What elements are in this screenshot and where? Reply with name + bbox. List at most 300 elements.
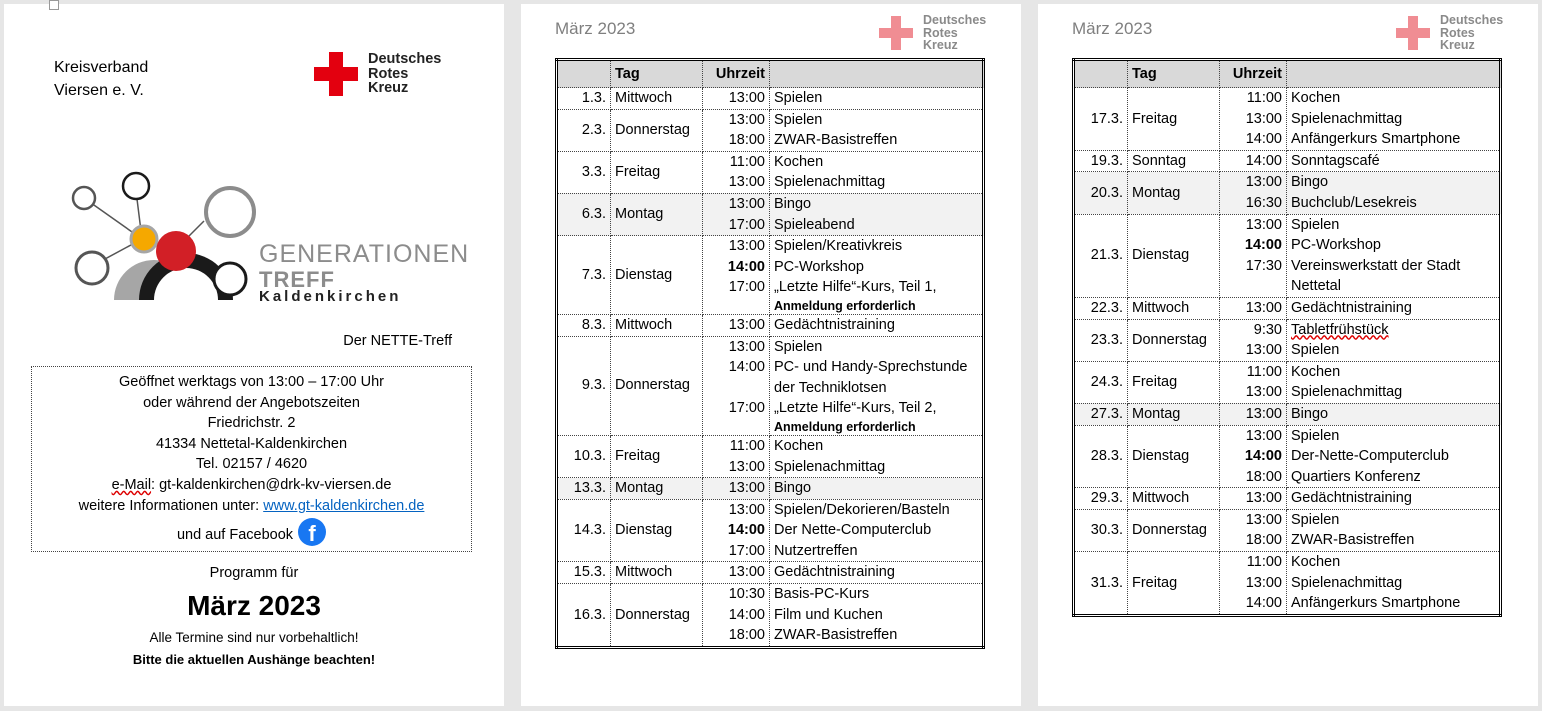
table-header-row (557, 60, 984, 88)
nette-treff-label: Der NETTE-Treff (343, 333, 452, 349)
row-times (703, 88, 770, 110)
activity-text: Gedächtnistraining (1291, 299, 1412, 316)
row-activities (770, 336, 984, 435)
facebook-line (32, 518, 471, 546)
activity-entry (774, 130, 978, 151)
drk-logo (314, 52, 441, 96)
time-entry: 17:00 (728, 279, 765, 296)
row-day: Freitag (611, 435, 703, 477)
email-line (32, 475, 471, 496)
table-row (557, 562, 984, 584)
logo-generationen-text: GENERATIONEN (259, 240, 470, 268)
time-entry: 14:00 (1245, 152, 1282, 169)
row-date: 6.3. (557, 193, 611, 235)
activity-text: Spieleabend (774, 216, 855, 233)
header-time: Uhrzeit (1220, 60, 1287, 88)
activity-text: Vereinswerkstatt der Stadt (1291, 257, 1461, 274)
activity-entry (774, 625, 978, 646)
table-row (1074, 150, 1501, 172)
activity-entry (1291, 510, 1495, 531)
activity-entry (1291, 256, 1495, 277)
activity-entry (774, 541, 978, 562)
facebook-label: und auf Facebook (176, 527, 294, 544)
time-entry: 16:30 (1245, 194, 1282, 211)
row-date: 1.3. (557, 88, 611, 110)
row-times (1220, 319, 1287, 361)
table-row (1074, 297, 1501, 319)
kreisverband-text (54, 56, 148, 102)
table-row (557, 478, 984, 500)
row-activities (770, 499, 984, 562)
row-date: 28.3. (1074, 425, 1128, 488)
activity-text: Nutzertreffen (774, 542, 858, 559)
activity-text: Spielen (1291, 216, 1340, 233)
table-row (557, 314, 984, 336)
row-times (1220, 172, 1287, 214)
header-day: Tag (1128, 60, 1220, 88)
time-entry: 13:00 (728, 316, 765, 333)
activity-text: Anmeldung erforderlich (774, 419, 916, 434)
row-times (703, 435, 770, 477)
activity-entry (774, 398, 978, 419)
time-entry: 13:00 (1245, 405, 1282, 422)
row-day: Donnerstag (1128, 319, 1220, 361)
table-row (557, 336, 984, 435)
time-entry: 13:00 (728, 195, 765, 212)
header-time: Uhrzeit (703, 60, 770, 88)
activity-text: Bingo (774, 480, 812, 497)
schedule-page-1 (521, 4, 1021, 706)
time-entry: 18:00 (1245, 468, 1282, 485)
row-day: Montag (611, 193, 703, 235)
activity-entry (774, 457, 978, 478)
time-entry: 9:30 (1253, 321, 1282, 338)
row-activities (1287, 172, 1501, 214)
time-entry: 13:00 (728, 111, 765, 128)
header-activity (770, 60, 984, 88)
activity-entry (774, 277, 978, 298)
time-entry: 11:00 (729, 437, 765, 454)
activity-entry (1291, 340, 1495, 361)
drk-line-2: Rotes (923, 25, 958, 40)
row-day: Dienstag (611, 499, 703, 562)
activity-text: „Letzte Hilfe“-Kurs, Teil 1, (774, 279, 937, 296)
row-date: 22.3. (1074, 297, 1128, 319)
activity-entry (774, 88, 978, 109)
activity-text: Gedächtnistraining (774, 316, 895, 333)
drk-logo-faded (1396, 14, 1503, 52)
activity-text: PC- und Handy-Sprechstunde (774, 359, 968, 376)
activity-entry (1291, 298, 1495, 319)
row-times (703, 109, 770, 151)
activity-text: der Techniklotsen (774, 379, 887, 396)
table-row (557, 435, 984, 477)
activity-entry (1291, 426, 1495, 447)
activity-entry (774, 419, 978, 435)
row-day: Montag (1128, 172, 1220, 214)
website-link[interactable]: www.gt-kaldenkirchen.de (263, 497, 425, 514)
logo-kaldenkirchen-text: Kaldenkirchen (259, 288, 402, 305)
flyer-cover-page (4, 4, 504, 706)
row-times (1220, 403, 1287, 425)
row-date: 2.3. (557, 109, 611, 151)
row-activities (1287, 509, 1501, 551)
row-activities (770, 151, 984, 193)
activity-text: Kochen (1291, 90, 1341, 106)
activity-entry (1291, 151, 1495, 172)
row-activities (770, 109, 984, 151)
opening-hours: Geöffnet werktags von 13:00 – 17:00 Uhr (119, 374, 384, 390)
activity-text: Spielenachmittag (774, 458, 886, 475)
activity-entry (774, 152, 978, 173)
row-date: 3.3. (557, 151, 611, 193)
drk-line-3: Kreuz (368, 80, 409, 97)
activity-text: Spielen (774, 111, 823, 128)
activity-entry (1291, 552, 1495, 573)
activity-text: Spielen (1291, 342, 1340, 359)
time-entry: 13:00 (1245, 427, 1282, 444)
drk-logo-faded (879, 14, 986, 52)
time-entry (707, 298, 765, 314)
row-date: 24.3. (1074, 361, 1128, 403)
activity-text: Spielen/Kreativkreis (774, 238, 903, 255)
time-entry: 13:00 (1245, 490, 1282, 507)
activity-entry (1291, 129, 1495, 150)
activity-text: Bingo (774, 195, 812, 212)
activity-entry (1291, 109, 1495, 130)
row-date: 14.3. (557, 499, 611, 562)
activity-text: Basis-PC-Kurs (774, 586, 870, 603)
row-activities (770, 314, 984, 336)
row-date: 13.3. (557, 478, 611, 500)
page-month-label: März 2023 (555, 19, 636, 38)
activity-entry (1291, 573, 1495, 594)
drk-line-1: Deutsches (368, 51, 442, 68)
table-row (557, 88, 984, 110)
opening-hours-note: oder während der Angebotszeiten (143, 394, 360, 411)
header-day: Tag (611, 60, 703, 88)
row-date: 8.3. (557, 314, 611, 336)
row-activities (1287, 214, 1501, 297)
time-entry: 17:30 (1245, 257, 1282, 274)
row-date: 23.3. (1074, 319, 1128, 361)
drk-logo-text (368, 52, 441, 96)
row-date: 31.3. (1074, 552, 1128, 616)
row-date: 10.3. (557, 435, 611, 477)
table-row (1074, 488, 1501, 510)
row-activities (1287, 403, 1501, 425)
kreisverband-line-2: Viersen e. V. (54, 82, 144, 99)
more-info-label: weitere Informationen unter: (78, 497, 264, 514)
time-entry: 13:00 (728, 338, 765, 355)
activity-text: Anmeldung erforderlich (774, 298, 916, 313)
row-date: 30.3. (1074, 509, 1128, 551)
schedule-table (555, 58, 985, 649)
activity-entry (1291, 193, 1495, 214)
activity-entry (1291, 320, 1495, 341)
activity-text: Spielen (1291, 427, 1340, 444)
activity-text: Anfängerkurs Smartphone (1291, 131, 1461, 148)
address-street: Friedrichstr. 2 (207, 415, 296, 432)
header-date (1074, 60, 1128, 88)
activity-entry (774, 378, 978, 399)
activity-text: Kochen (774, 153, 824, 170)
drk-line-1: Deutsches (923, 13, 987, 27)
disclaimer-note: Alle Termine sind nur vorbehaltlich! (149, 630, 359, 645)
row-day: Dienstag (611, 236, 703, 315)
row-times (1220, 150, 1287, 172)
activity-text: „Letzte Hilfe“-Kurs, Teil 2, (774, 400, 937, 417)
drk-line-3: Kreuz (1440, 38, 1475, 52)
row-times (1220, 488, 1287, 510)
row-date: 20.3. (1074, 172, 1128, 214)
row-day: Sonntag (1128, 150, 1220, 172)
address-city: 41334 Nettetal-Kaldenkirchen (155, 435, 348, 452)
activity-entry (1291, 467, 1495, 488)
table-row (557, 584, 984, 648)
email-address: : gt-kaldenkirchen@drk-kv-viersen.de (151, 476, 392, 493)
row-activities (770, 435, 984, 477)
programm-fuer-label: Programm für (209, 565, 299, 581)
activity-text: Film und Kuchen (774, 606, 883, 623)
row-day: Donnerstag (611, 336, 703, 435)
activity-text: ZWAR-Basistreffen (774, 132, 898, 149)
activity-text: Sonntagscafé (1291, 152, 1380, 169)
activity-text: Spielen (774, 90, 823, 106)
table-row (557, 499, 984, 562)
row-date: 15.3. (557, 562, 611, 584)
table-row (557, 151, 984, 193)
table-row (557, 236, 984, 315)
time-entry: 14:00 (727, 522, 765, 539)
row-date: 29.3. (1074, 488, 1128, 510)
table-row (1074, 319, 1501, 361)
row-day: Freitag (1128, 88, 1220, 151)
time-entry: 17:00 (728, 216, 765, 233)
table-header-row (1074, 60, 1501, 88)
row-day: Donnerstag (611, 109, 703, 151)
activity-entry (1291, 88, 1495, 109)
row-times (1220, 509, 1287, 551)
drk-line-2: Rotes (368, 65, 409, 82)
time-entry: 13:00 (1245, 384, 1282, 401)
time-entry: 11:00 (1246, 363, 1282, 380)
activity-entry (774, 194, 978, 215)
time-entry (1224, 276, 1282, 297)
time-entry: 14:00 (728, 359, 765, 376)
time-entry: 17:00 (728, 400, 765, 417)
time-entry: 13:00 (728, 564, 765, 581)
activity-text: Der Nette-Computerclub (774, 522, 932, 539)
drk-logo-text (1440, 14, 1503, 52)
activity-entry (774, 357, 978, 378)
time-entry: 13:00 (728, 480, 765, 497)
table-row (1074, 509, 1501, 551)
activity-entry (1291, 530, 1495, 551)
time-entry: 14:00 (1245, 595, 1282, 612)
row-day: Freitag (611, 151, 703, 193)
time-entry: 14:00 (728, 606, 765, 623)
time-entry: 13:00 (1245, 299, 1282, 316)
activity-entry (1291, 362, 1495, 383)
row-date: 16.3. (557, 584, 611, 648)
activity-text: Gedächtnistraining (1291, 490, 1412, 507)
row-activities (770, 562, 984, 584)
time-entry: 14:00 (1244, 237, 1282, 254)
page-corner-marker (49, 0, 59, 10)
schedule-table (1072, 58, 1502, 617)
row-day: Montag (611, 478, 703, 500)
row-times (1220, 425, 1287, 488)
time-entry (707, 378, 765, 399)
red-cross-icon (314, 52, 358, 96)
row-times (703, 584, 770, 648)
row-date: 17.3. (1074, 88, 1128, 151)
activity-entry (774, 562, 978, 583)
time-entry: 10:30 (728, 586, 765, 603)
table-row (1074, 552, 1501, 616)
month-title: März 2023 (187, 590, 321, 621)
activity-entry (1291, 382, 1495, 403)
time-entry: 11:00 (1246, 554, 1282, 571)
drk-logo-text (923, 14, 986, 52)
activity-text: Der-Nette-Computerclub (1291, 448, 1449, 465)
email-prefix: e-Mail (111, 476, 152, 493)
activity-text: Spielenachmittag (1291, 384, 1403, 401)
time-entry: 18:00 (728, 627, 765, 644)
activity-entry (1291, 215, 1495, 236)
row-times (703, 499, 770, 562)
activity-text: ZWAR-Basistreffen (1291, 532, 1415, 549)
table-row (1074, 425, 1501, 488)
activity-text: PC-Workshop (774, 258, 864, 275)
drk-line-3: Kreuz (923, 38, 958, 52)
row-day: Mittwoch (611, 314, 703, 336)
row-times (703, 236, 770, 315)
activity-entry (774, 215, 978, 236)
row-day: Donnerstag (611, 584, 703, 648)
activity-text: Spielen (774, 338, 823, 355)
activity-text: Quartiers Konferenz (1291, 468, 1421, 485)
time-entry: 14:00 (1244, 448, 1282, 465)
activity-entry (774, 584, 978, 605)
phone: Tel. 02157 / 4620 (195, 456, 308, 473)
activity-entry (1291, 404, 1495, 425)
row-activities (1287, 88, 1501, 151)
activity-entry (774, 172, 978, 193)
table-row (1074, 88, 1501, 151)
row-day: Mittwoch (1128, 297, 1220, 319)
time-entry (707, 419, 765, 435)
drk-line-1: Deutsches (1440, 13, 1504, 27)
row-day: Mittwoch (611, 562, 703, 584)
row-times (703, 151, 770, 193)
time-entry: 11:00 (1246, 90, 1282, 106)
row-day: Dienstag (1128, 214, 1220, 297)
activity-entry (774, 520, 978, 541)
activity-entry (774, 257, 978, 278)
row-times (703, 562, 770, 584)
row-times (1220, 214, 1287, 297)
time-entry: 13:00 (728, 238, 765, 255)
logo-treff-text: TREFF (259, 267, 335, 292)
schedule-page-2 (1038, 4, 1538, 706)
row-date: 21.3. (1074, 214, 1128, 297)
row-day: Mittwoch (611, 88, 703, 110)
activity-text: ZWAR-Basistreffen (774, 627, 898, 644)
row-times (703, 336, 770, 435)
activity-entry (1291, 446, 1495, 467)
activity-text: Bingo (1291, 174, 1329, 191)
activity-entry (1291, 488, 1495, 509)
time-entry: 13:00 (1245, 574, 1282, 591)
activity-text: Gedächtnistraining (774, 564, 895, 581)
row-activities (1287, 425, 1501, 488)
row-day: Donnerstag (1128, 509, 1220, 551)
row-times (703, 478, 770, 500)
activity-text: Nettetal (1291, 278, 1341, 295)
activity-entry (774, 298, 978, 314)
activity-text: Kochen (1291, 363, 1341, 380)
header-date (557, 60, 611, 88)
row-activities (770, 478, 984, 500)
activity-entry (1291, 593, 1495, 614)
activity-text: Spielenachmittag (1291, 110, 1403, 127)
row-day: Montag (1128, 403, 1220, 425)
website-line (32, 496, 471, 517)
time-entry: 14:00 (727, 258, 765, 275)
facebook-icon[interactable]: f (298, 518, 326, 546)
row-date: 7.3. (557, 236, 611, 315)
red-cross-icon (879, 16, 913, 50)
activity-text: Anfängerkurs Smartphone (1291, 595, 1461, 612)
row-activities (1287, 297, 1501, 319)
activity-text: Kochen (774, 437, 824, 454)
activity-text: Spielen/Dekorieren/Basteln (774, 501, 950, 518)
time-entry: 18:00 (728, 132, 765, 149)
activity-text: Buchclub/Lesekreis (1291, 194, 1417, 211)
page-month-label: März 2023 (1072, 19, 1153, 38)
red-cross-icon (1396, 16, 1430, 50)
time-entry: 13:00 (1245, 174, 1282, 191)
table-row (1074, 172, 1501, 214)
time-entry: 18:00 (1245, 532, 1282, 549)
row-day: Freitag (1128, 361, 1220, 403)
row-activities (1287, 361, 1501, 403)
time-entry: 13:00 (728, 458, 765, 475)
table-row (1074, 214, 1501, 297)
row-times (1220, 297, 1287, 319)
activity-entry (774, 315, 978, 336)
time-entry: 13:00 (1245, 110, 1282, 127)
notice-note: Bitte die aktuellen Aushänge beachten! (132, 652, 376, 667)
activity-text: Spielenachmittag (1291, 574, 1403, 591)
row-activities (770, 236, 984, 315)
time-entry: 13:00 (1245, 216, 1282, 233)
row-times (1220, 361, 1287, 403)
time-entry: 13:00 (1245, 511, 1282, 528)
row-times (1220, 552, 1287, 616)
row-date: 19.3. (1074, 150, 1128, 172)
activity-entry (1291, 276, 1495, 297)
activity-entry (774, 605, 978, 626)
row-day: Freitag (1128, 552, 1220, 616)
table-row (557, 109, 984, 151)
activity-entry (1291, 172, 1495, 193)
activity-entry (774, 337, 978, 358)
contact-info-box (31, 366, 472, 552)
row-date: 9.3. (557, 336, 611, 435)
